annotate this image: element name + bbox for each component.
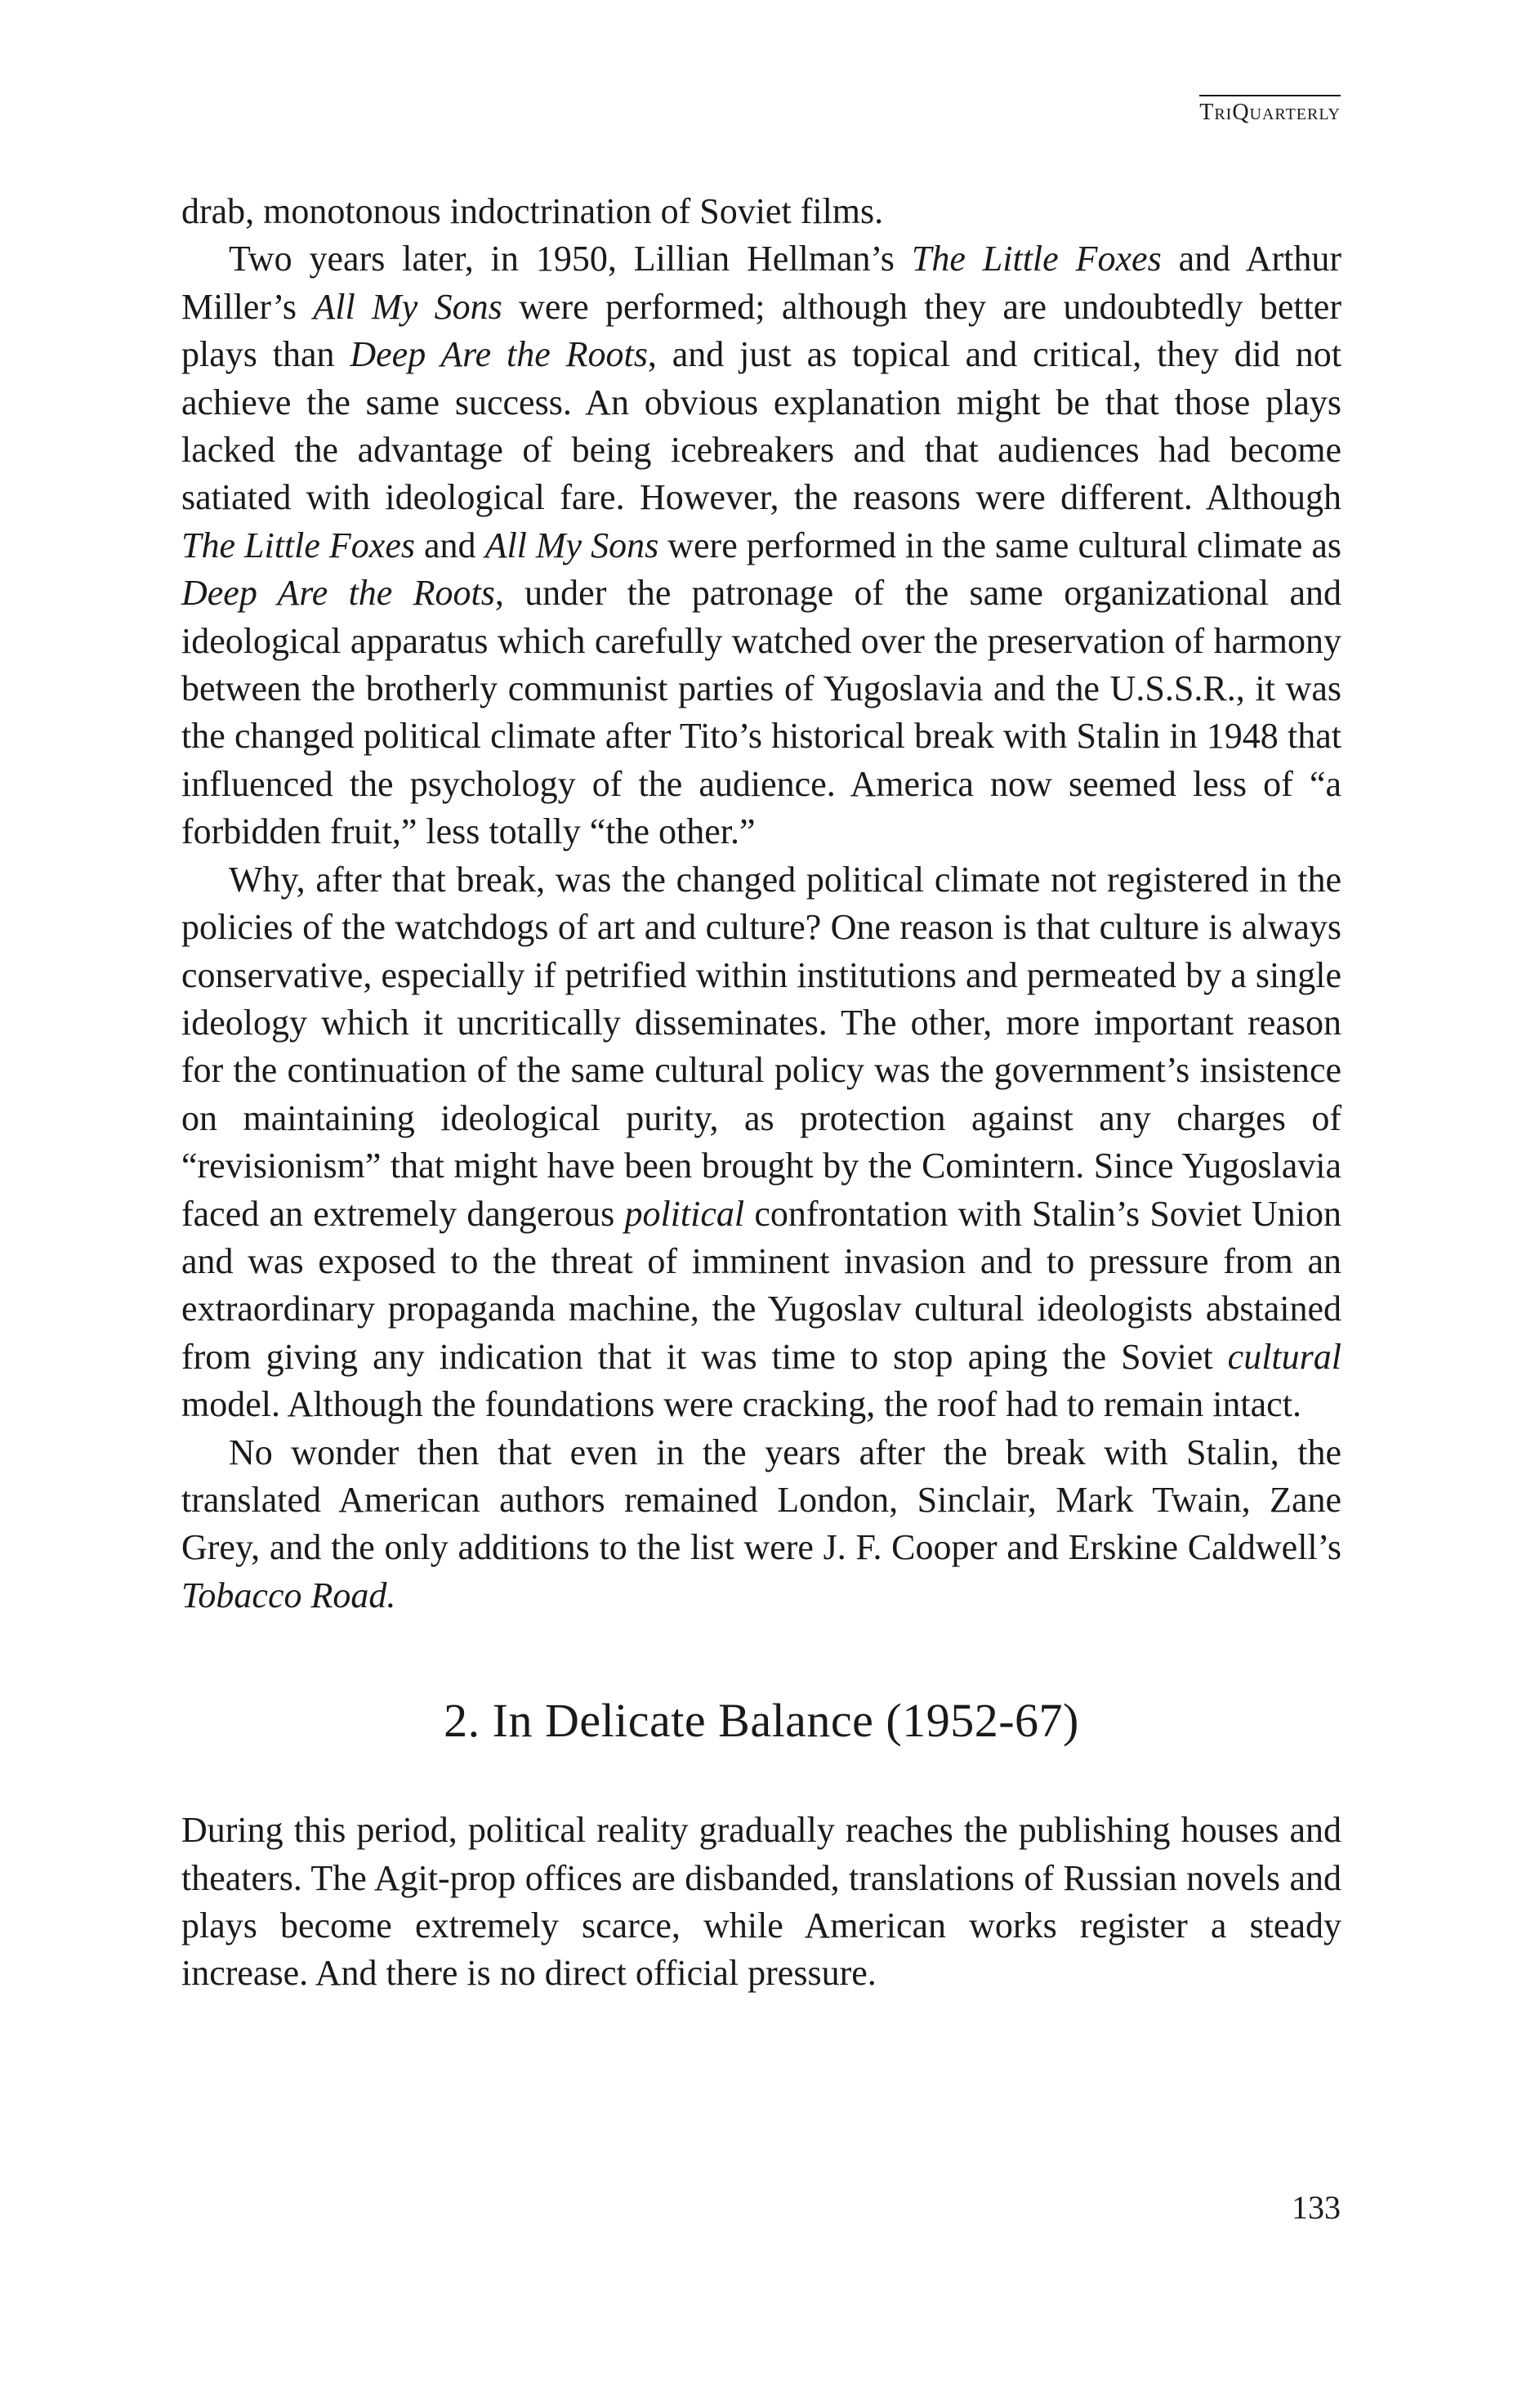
text-run: model. Although the foundations were cracking, the roof had to remain intact. (181, 1384, 1301, 1425)
text-run: were performed in the same cultural climate as (658, 525, 1341, 565)
title-little-foxes: The Little Foxes (181, 525, 415, 565)
text-run: and Arthur Miller’s (181, 239, 1342, 327)
text-run: and (415, 525, 485, 565)
emphasis-cultural: cultural (1227, 1336, 1341, 1377)
body-text (181, 188, 1341, 1998)
text-run: confrontation with Stalin’s Soviet Union and was exposed to the threat of imminent invasion and to pressure from an extraordinary propaganda machine, the Yugoslav cultural ideologists abstained from giving any indication that it was time to stop aping the Soviet (181, 1193, 1341, 1377)
text-run: Two years later, in 1950, Lillian Hellman’s (229, 239, 912, 279)
running-head: TriQuarterly (1199, 95, 1341, 126)
title-all-my-sons: All My Sons (313, 286, 502, 327)
paragraph-political-climate (181, 856, 1341, 1429)
paragraph-hellman-miller (181, 235, 1341, 856)
title-little-foxes: The Little Foxes (911, 239, 1162, 279)
text-run: , under the patronage of the same organizational and ideological apparatus which carefully watched over the preservation of harmony between the brotherly communist parties of Yugoslavia and the U.S.S.R., it was the changed political climate after Tito’s historical break with Stalin in 1948 that influenced the psychology of the audience. America now seemed less of “a forbidden fruit,” less totally “the other.” (181, 573, 1341, 852)
title-all-my-sons: All My Sons (484, 525, 659, 565)
title-deep-are-the-roots: Deep Are the Roots (181, 573, 495, 614)
section-heading: 2. In Delicate Balance (1952-67) (444, 1694, 1079, 1748)
text-run: No wonder then that even in the years after the break with Stalin, the translated American authors remained London, Sinclair, Mark Twain, Zane Grey, and the only additions to the list were J. F. Cooper and Erskine Caldwell’s (181, 1432, 1341, 1568)
text-run: , and just as topical and critical, they did not achieve the same success. An obvious explanation might be that those plays lacked the advantage of being icebreakers and that audiences had become satiated with ideological fare. However, the reasons were different. Although (181, 334, 1341, 518)
title-deep-are-the-roots: Deep Are the Roots (350, 334, 648, 375)
text-run: Why, after that break, was the changed political climate not registered in the policies of the watchdogs of art and culture? One reason is that culture is always conservative, especially if petrified within institutions and permeated by a single ideology which it uncritically disseminates. The other, more important reason for the continuation of the same cultural policy was the government’s insistence on maintaining ideological purity, as protection against any charges of “revisionism” that might have been brought by the Comintern. Since Yugoslavia faced an extremely dangerous (181, 859, 1341, 1234)
page-number: 133 (1292, 2189, 1341, 2226)
title-tobacco-road: Tobacco Road. (181, 1575, 396, 1615)
text-run: were performed; although they are undoubtedly better plays than (181, 286, 1341, 375)
paragraph-continued: drab, monotonous indoctrination of Soviet films. (181, 191, 884, 231)
paragraph-delicate-balance: During this period, political reality gradually reaches the publishing houses and theaters. The Agit-prop offices are disbanded, translations of Russian novels and plays become extremely scarce, while American works register a steady increase. And there is no direct official pressure. (181, 1810, 1341, 1994)
paragraph-translated-authors (181, 1429, 1341, 1620)
emphasis-political: political (624, 1193, 745, 1234)
